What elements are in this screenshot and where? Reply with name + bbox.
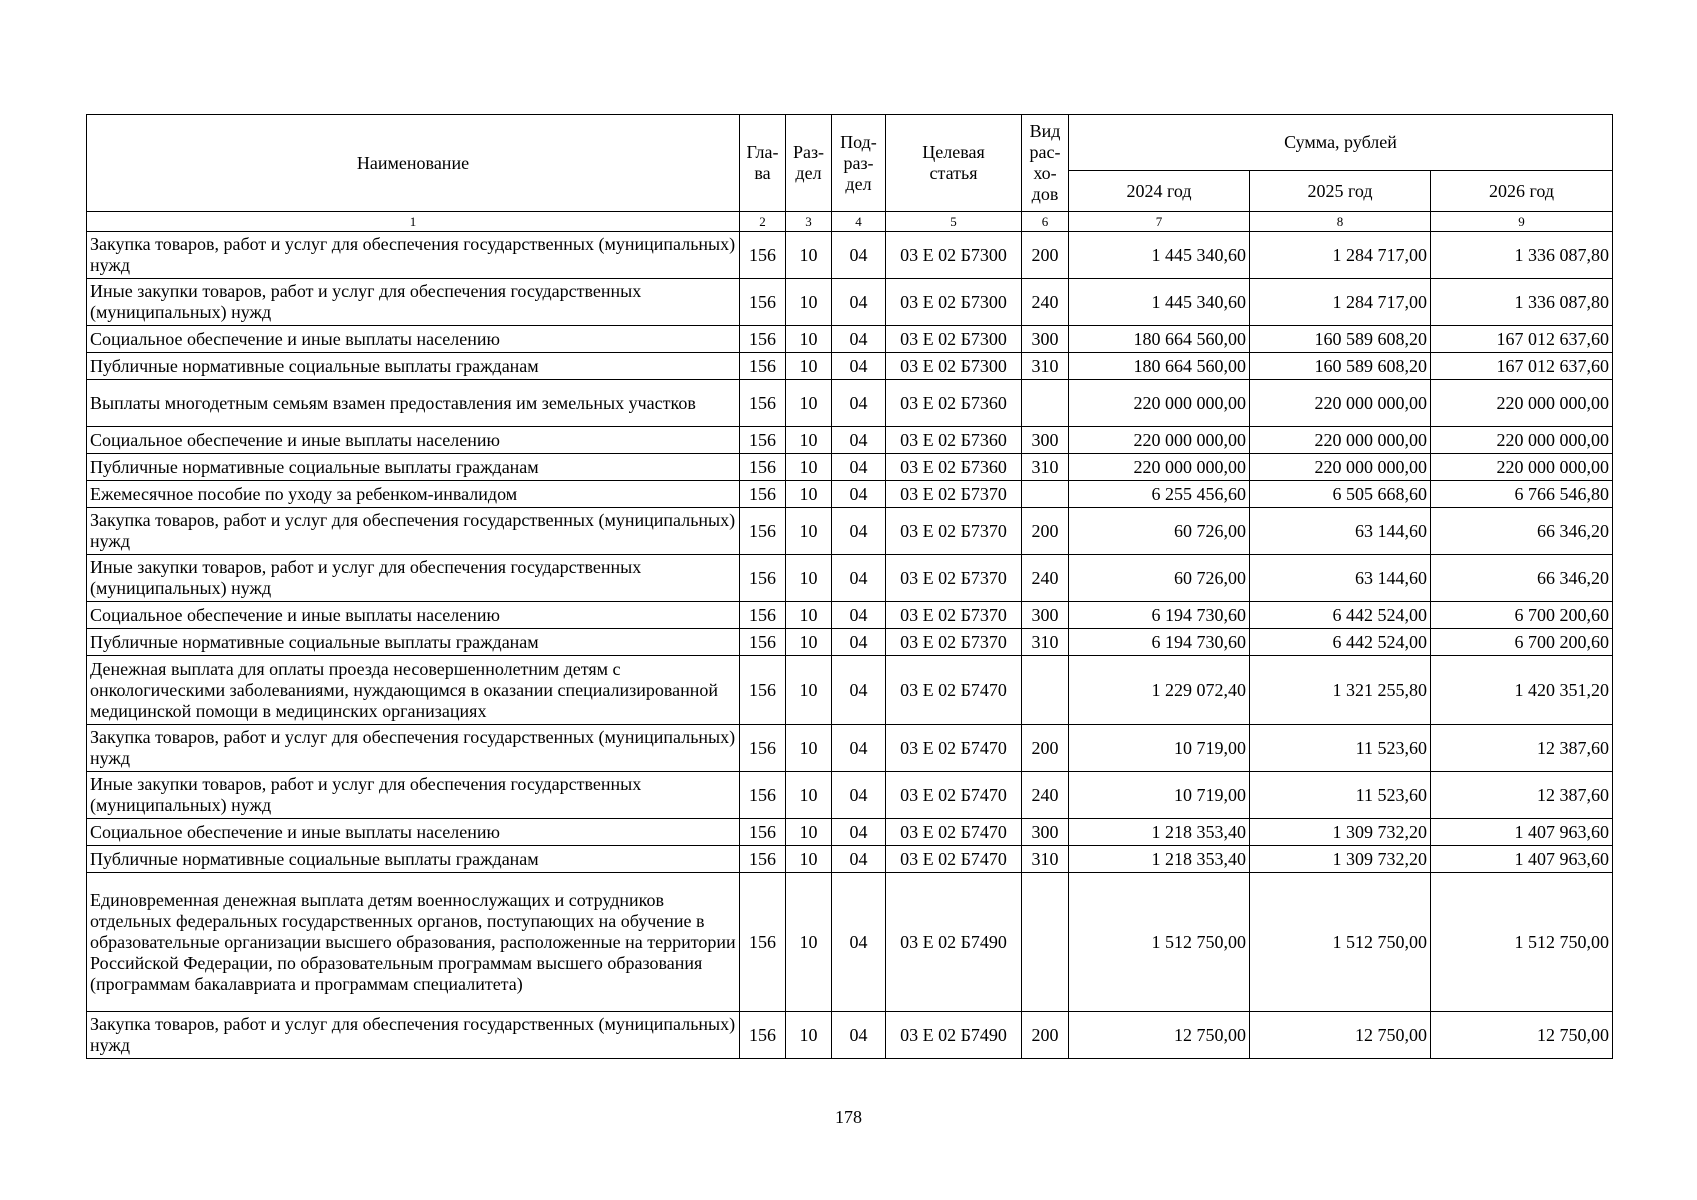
row-sum-2026: 167 012 637,60: [1431, 353, 1613, 380]
table-row: [87, 819, 1613, 846]
row-celevaya-statya: 03 Е 02 Б7490: [886, 1012, 1022, 1059]
row-sum-2025: 63 144,60: [1250, 555, 1431, 602]
header-celevaya-statya: Целевая статья: [886, 115, 1022, 212]
row-sum-2026: 66 346,20: [1431, 555, 1613, 602]
row-podrazdel: 04: [832, 232, 886, 279]
column-number: 3: [786, 212, 832, 232]
table-row: [87, 772, 1613, 819]
row-vid-rashodov: 200: [1022, 725, 1069, 772]
row-celevaya-statya: 03 Е 02 Б7470: [886, 725, 1022, 772]
row-razdel: 10: [786, 427, 832, 454]
row-razdel: 10: [786, 508, 832, 555]
row-sum-2026: 1 420 351,20: [1431, 656, 1613, 725]
row-vid-rashodov: 300: [1022, 326, 1069, 353]
table-row: [87, 326, 1613, 353]
row-podrazdel: 04: [832, 326, 886, 353]
row-sum-2026: 1 336 087,80: [1431, 232, 1613, 279]
row-podrazdel: 04: [832, 772, 886, 819]
row-name: Выплаты многодетным семьям взамен предоставления им земельных участков: [87, 380, 740, 427]
row-name: Публичные нормативные социальные выплаты гражданам: [87, 629, 740, 656]
row-sum-2024: 180 664 560,00: [1069, 353, 1250, 380]
row-sum-2024: 6 194 730,60: [1069, 629, 1250, 656]
row-name: Публичные нормативные социальные выплаты гражданам: [87, 846, 740, 873]
table-row: [87, 232, 1613, 279]
row-celevaya-statya: 03 Е 02 Б7470: [886, 772, 1022, 819]
row-podrazdel: 04: [832, 656, 886, 725]
row-podrazdel: 04: [832, 555, 886, 602]
header-podrazdel: Под-раз-дел: [832, 115, 886, 212]
header-name: Наименование: [87, 115, 740, 212]
row-vid-rashodov: 300: [1022, 602, 1069, 629]
row-sum-2026: 220 000 000,00: [1431, 427, 1613, 454]
row-vid-rashodov: 310: [1022, 629, 1069, 656]
row-name: Социальное обеспечение и иные выплаты населению: [87, 602, 740, 629]
row-celevaya-statya: 03 Е 02 Б7370: [886, 508, 1022, 555]
row-celevaya-statya: 03 Е 02 Б7300: [886, 353, 1022, 380]
row-glava: 156: [740, 846, 786, 873]
row-glava: 156: [740, 481, 786, 508]
row-sum-2026: 1 336 087,80: [1431, 279, 1613, 326]
row-sum-2025: 6 505 668,60: [1250, 481, 1431, 508]
row-celevaya-statya: 03 Е 02 Б7370: [886, 629, 1022, 656]
row-celevaya-statya: 03 Е 02 Б7300: [886, 232, 1022, 279]
table-row: [87, 555, 1613, 602]
row-razdel: 10: [786, 279, 832, 326]
row-name: Социальное обеспечение и иные выплаты населению: [87, 819, 740, 846]
row-celevaya-statya: 03 Е 02 Б7370: [886, 602, 1022, 629]
row-celevaya-statya: 03 Е 02 Б7370: [886, 555, 1022, 602]
row-glava: 156: [740, 656, 786, 725]
row-vid-rashodov: 300: [1022, 819, 1069, 846]
table-row: [87, 629, 1613, 656]
row-celevaya-statya: 03 Е 02 Б7300: [886, 279, 1022, 326]
row-vid-rashodov: 200: [1022, 508, 1069, 555]
row-podrazdel: 04: [832, 873, 886, 1012]
row-vid-rashodov: [1022, 380, 1069, 427]
row-podrazdel: 04: [832, 454, 886, 481]
row-sum-2026: 12 750,00: [1431, 1012, 1613, 1059]
row-vid-rashodov: 240: [1022, 555, 1069, 602]
row-razdel: 10: [786, 656, 832, 725]
row-sum-2025: 160 589 608,20: [1250, 326, 1431, 353]
row-sum-2026: 6 700 200,60: [1431, 629, 1613, 656]
row-podrazdel: 04: [832, 819, 886, 846]
table-row: [87, 656, 1613, 725]
row-razdel: 10: [786, 725, 832, 772]
row-name: Иные закупки товаров, работ и услуг для обеспечения государственных (муниципальных) нужд: [87, 772, 740, 819]
row-razdel: 10: [786, 326, 832, 353]
table-header: [87, 115, 1613, 232]
row-sum-2026: 66 346,20: [1431, 508, 1613, 555]
header-year-2025: 2025 год: [1250, 171, 1431, 212]
row-sum-2025: 11 523,60: [1250, 772, 1431, 819]
row-glava: 156: [740, 772, 786, 819]
row-sum-2025: 220 000 000,00: [1250, 380, 1431, 427]
table-row: [87, 481, 1613, 508]
row-sum-2024: 1 218 353,40: [1069, 846, 1250, 873]
row-sum-2024: 10 719,00: [1069, 725, 1250, 772]
row-razdel: 10: [786, 232, 832, 279]
row-podrazdel: 04: [832, 380, 886, 427]
row-sum-2024: 220 000 000,00: [1069, 454, 1250, 481]
row-sum-2025: 220 000 000,00: [1250, 454, 1431, 481]
row-sum-2024: 1 229 072,40: [1069, 656, 1250, 725]
table-row: [87, 380, 1613, 427]
row-razdel: 10: [786, 629, 832, 656]
row-sum-2026: 1 407 963,60: [1431, 846, 1613, 873]
row-celevaya-statya: 03 Е 02 Б7470: [886, 656, 1022, 725]
row-razdel: 10: [786, 454, 832, 481]
row-sum-2025: 1 284 717,00: [1250, 232, 1431, 279]
row-name: Социальное обеспечение и иные выплаты населению: [87, 427, 740, 454]
row-sum-2025: 6 442 524,00: [1250, 602, 1431, 629]
row-sum-2026: 6 700 200,60: [1431, 602, 1613, 629]
row-sum-2024: 60 726,00: [1069, 555, 1250, 602]
row-sum-2024: 12 750,00: [1069, 1012, 1250, 1059]
row-sum-2025: 11 523,60: [1250, 725, 1431, 772]
column-numbers-row: [87, 212, 1613, 232]
row-sum-2026: 1 512 750,00: [1431, 873, 1613, 1012]
table-row: [87, 279, 1613, 326]
row-podrazdel: 04: [832, 725, 886, 772]
row-name: Публичные нормативные социальные выплаты гражданам: [87, 353, 740, 380]
row-celevaya-statya: 03 Е 02 Б7360: [886, 380, 1022, 427]
budget-table: [86, 114, 1613, 1059]
row-sum-2025: 1 512 750,00: [1250, 873, 1431, 1012]
row-celevaya-statya: 03 Е 02 Б7470: [886, 819, 1022, 846]
row-razdel: 10: [786, 873, 832, 1012]
row-glava: 156: [740, 454, 786, 481]
row-sum-2026: 220 000 000,00: [1431, 454, 1613, 481]
row-sum-2025: 1 309 732,20: [1250, 846, 1431, 873]
row-podrazdel: 04: [832, 279, 886, 326]
row-glava: 156: [740, 873, 786, 1012]
row-glava: 156: [740, 1012, 786, 1059]
row-name: Иные закупки товаров, работ и услуг для обеспечения государственных (муниципальных) нужд: [87, 279, 740, 326]
row-glava: 156: [740, 602, 786, 629]
column-number: 7: [1069, 212, 1250, 232]
row-sum-2024: 1 218 353,40: [1069, 819, 1250, 846]
row-razdel: 10: [786, 481, 832, 508]
row-sum-2024: 220 000 000,00: [1069, 380, 1250, 427]
row-podrazdel: 04: [832, 602, 886, 629]
row-sum-2024: 6 194 730,60: [1069, 602, 1250, 629]
row-vid-rashodov: 310: [1022, 846, 1069, 873]
column-number: 9: [1431, 212, 1613, 232]
row-name: Публичные нормативные социальные выплаты гражданам: [87, 454, 740, 481]
row-celevaya-statya: 03 Е 02 Б7360: [886, 427, 1022, 454]
column-number: 1: [87, 212, 740, 232]
row-vid-rashodov: [1022, 873, 1069, 1012]
row-vid-rashodov: [1022, 656, 1069, 725]
row-vid-rashodov: 240: [1022, 772, 1069, 819]
table-row: [87, 873, 1613, 1012]
table-row: [87, 454, 1613, 481]
header-vid-rashodov: Вид рас-хо-дов: [1022, 115, 1069, 212]
row-sum-2024: 1 512 750,00: [1069, 873, 1250, 1012]
column-number: 8: [1250, 212, 1431, 232]
row-sum-2025: 63 144,60: [1250, 508, 1431, 555]
header-razdel: Раз-дел: [786, 115, 832, 212]
row-name: Иные закупки товаров, работ и услуг для обеспечения государственных (муниципальных) нужд: [87, 555, 740, 602]
row-name: Закупка товаров, работ и услуг для обеспечения государственных (муниципальных) нужд: [87, 508, 740, 555]
table-row: [87, 602, 1613, 629]
row-glava: 156: [740, 326, 786, 353]
row-razdel: 10: [786, 353, 832, 380]
row-name: Ежемесячное пособие по уходу за ребенком-инвалидом: [87, 481, 740, 508]
row-vid-rashodov: 200: [1022, 232, 1069, 279]
column-number: 6: [1022, 212, 1069, 232]
column-number: 2: [740, 212, 786, 232]
row-name: Закупка товаров, работ и услуг для обеспечения государственных (муниципальных) нужд: [87, 1012, 740, 1059]
row-podrazdel: 04: [832, 481, 886, 508]
row-sum-2025: 1 321 255,80: [1250, 656, 1431, 725]
row-celevaya-statya: 03 Е 02 Б7300: [886, 326, 1022, 353]
row-podrazdel: 04: [832, 353, 886, 380]
row-podrazdel: 04: [832, 1012, 886, 1059]
header-summa: Сумма, рублей: [1069, 115, 1613, 171]
row-sum-2026: 1 407 963,60: [1431, 819, 1613, 846]
row-razdel: 10: [786, 819, 832, 846]
row-vid-rashodov: [1022, 481, 1069, 508]
row-razdel: 10: [786, 602, 832, 629]
row-podrazdel: 04: [832, 508, 886, 555]
row-sum-2025: 220 000 000,00: [1250, 427, 1431, 454]
row-celevaya-statya: 03 Е 02 Б7470: [886, 846, 1022, 873]
row-vid-rashodov: 240: [1022, 279, 1069, 326]
row-sum-2026: 12 387,60: [1431, 725, 1613, 772]
row-glava: 156: [740, 508, 786, 555]
row-podrazdel: 04: [832, 846, 886, 873]
row-glava: 156: [740, 629, 786, 656]
row-vid-rashodov: 300: [1022, 427, 1069, 454]
row-celevaya-statya: 03 Е 02 Б7370: [886, 481, 1022, 508]
row-glava: 156: [740, 725, 786, 772]
header-glava: Гла-ва: [740, 115, 786, 212]
table-body: [87, 232, 1613, 1059]
row-sum-2024: 60 726,00: [1069, 508, 1250, 555]
row-glava: 156: [740, 232, 786, 279]
row-celevaya-statya: 03 Е 02 Б7360: [886, 454, 1022, 481]
row-sum-2025: 1 309 732,20: [1250, 819, 1431, 846]
row-sum-2025: 1 284 717,00: [1250, 279, 1431, 326]
row-sum-2025: 12 750,00: [1250, 1012, 1431, 1059]
row-sum-2024: 6 255 456,60: [1069, 481, 1250, 508]
column-number: 5: [886, 212, 1022, 232]
row-sum-2024: 180 664 560,00: [1069, 326, 1250, 353]
header-year-2024: 2024 год: [1069, 171, 1250, 212]
table-row: [87, 427, 1613, 454]
row-vid-rashodov: 310: [1022, 454, 1069, 481]
row-name: Единовременная денежная выплата детям военнослужащих и сотрудников отдельных федеральных государственных органов, поступающих на обучение в образовательные организации высшего образования, расположенные на территории Российской Федерации, по образовательным программам высшего образования (программам бакалавриата и программам специалитета): [87, 873, 740, 1012]
row-sum-2024: 1 445 340,60: [1069, 279, 1250, 326]
row-glava: 156: [740, 380, 786, 427]
row-vid-rashodov: 310: [1022, 353, 1069, 380]
row-name: Закупка товаров, работ и услуг для обеспечения государственных (муниципальных) нужд: [87, 232, 740, 279]
row-razdel: 10: [786, 1012, 832, 1059]
row-sum-2026: 167 012 637,60: [1431, 326, 1613, 353]
row-sum-2025: 160 589 608,20: [1250, 353, 1431, 380]
table-row: [87, 508, 1613, 555]
row-glava: 156: [740, 427, 786, 454]
row-sum-2026: 220 000 000,00: [1431, 380, 1613, 427]
row-sum-2026: 6 766 546,80: [1431, 481, 1613, 508]
row-vid-rashodov: 200: [1022, 1012, 1069, 1059]
row-celevaya-statya: 03 Е 02 Б7490: [886, 873, 1022, 1012]
row-razdel: 10: [786, 555, 832, 602]
row-razdel: 10: [786, 380, 832, 427]
row-razdel: 10: [786, 846, 832, 873]
row-sum-2026: 12 387,60: [1431, 772, 1613, 819]
row-podrazdel: 04: [832, 629, 886, 656]
page-number: 178: [835, 1107, 862, 1127]
row-sum-2024: 10 719,00: [1069, 772, 1250, 819]
row-glava: 156: [740, 555, 786, 602]
row-name: Социальное обеспечение и иные выплаты населению: [87, 326, 740, 353]
table-row: [87, 846, 1613, 873]
row-glava: 156: [740, 279, 786, 326]
row-sum-2025: 6 442 524,00: [1250, 629, 1431, 656]
table-row: [87, 1012, 1613, 1059]
table-row: [87, 725, 1613, 772]
header-year-2026: 2026 год: [1431, 171, 1613, 212]
row-sum-2024: 1 445 340,60: [1069, 232, 1250, 279]
row-razdel: 10: [786, 772, 832, 819]
row-name: Денежная выплата для оплаты проезда несовершеннолетним детям с онкологическими заболеваниями, нуждающимся в оказании специализированной медицинской помощи в медицинских организациях: [87, 656, 740, 725]
row-glava: 156: [740, 353, 786, 380]
row-glava: 156: [740, 819, 786, 846]
table-row: [87, 353, 1613, 380]
row-podrazdel: 04: [832, 427, 886, 454]
column-number: 4: [832, 212, 886, 232]
row-name: Закупка товаров, работ и услуг для обеспечения государственных (муниципальных) нужд: [87, 725, 740, 772]
row-sum-2024: 220 000 000,00: [1069, 427, 1250, 454]
